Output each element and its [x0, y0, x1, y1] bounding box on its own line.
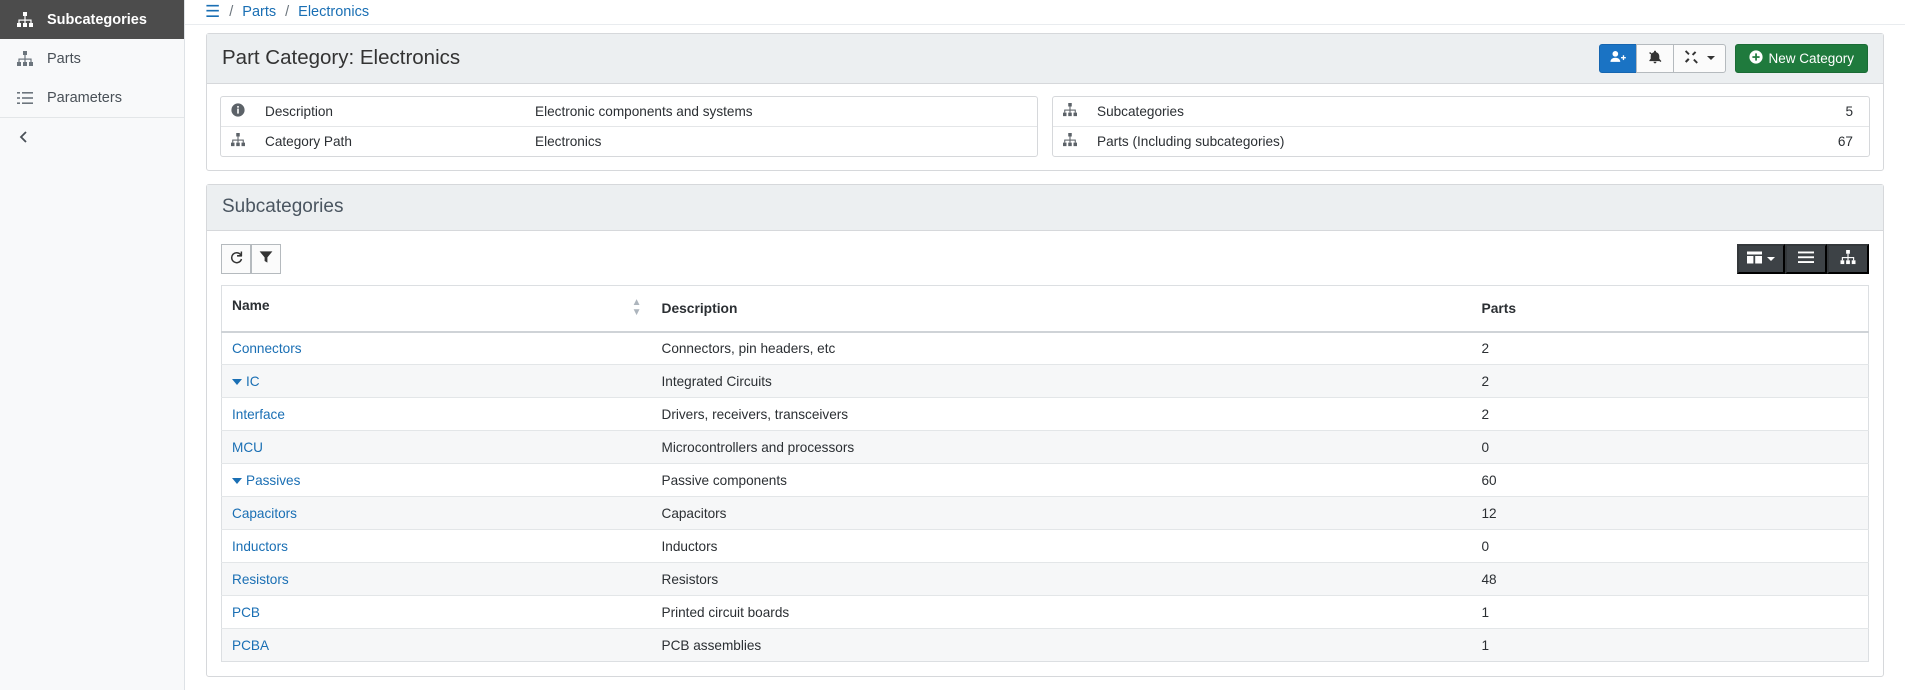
filter-button[interactable] — [251, 244, 281, 274]
table-row[interactable] — [222, 332, 1869, 365]
table-row[interactable] — [222, 464, 1869, 497]
row-name-cell — [222, 563, 652, 596]
list-view-button[interactable] — [1785, 244, 1827, 274]
parts-count-label: Parts (Including subcategories) — [1097, 133, 1285, 149]
main-area — [185, 0, 1905, 690]
chevron-down-icon — [1707, 56, 1715, 60]
subcategories-count-value: 5 — [1740, 97, 1869, 127]
plus-circle-icon — [1749, 50, 1763, 67]
row-description-cell: Capacitors — [652, 497, 1472, 530]
chevron-left-icon — [17, 130, 31, 147]
table-row[interactable] — [222, 365, 1869, 398]
row-parts-cell: 2 — [1472, 398, 1869, 431]
new-category-label: New Category — [1768, 50, 1854, 66]
breadcrumb — [185, 0, 1905, 25]
sitemap-icon — [1053, 97, 1087, 127]
category-details-card — [220, 96, 1038, 157]
page-title: Part Category: Electronics — [222, 46, 461, 69]
category-link-inductors[interactable]: Inductors — [232, 538, 288, 554]
sidebar-item-subcategories[interactable] — [0, 0, 184, 39]
category-link-connectors[interactable]: Connectors — [232, 340, 302, 356]
tree-view-icon — [1840, 250, 1856, 268]
row-description-cell: Microcontrollers and processors — [652, 431, 1472, 464]
category-link-resistors[interactable]: Resistors — [232, 571, 289, 587]
column-select-button[interactable] — [1737, 244, 1785, 274]
new-category-button[interactable] — [1735, 44, 1868, 73]
category-link-mcu[interactable]: MCU — [232, 439, 263, 455]
info-icon — [221, 97, 255, 127]
description-label: Description — [255, 97, 525, 127]
sitemap-icon — [16, 50, 33, 67]
breadcrumb-item-parts[interactable]: Parts — [242, 3, 277, 20]
column-header-name[interactable] — [222, 285, 652, 332]
category-link-passives[interactable]: Passives — [246, 472, 301, 488]
row-parts-cell: 0 — [1472, 530, 1869, 563]
assign-owner-button[interactable] — [1599, 44, 1637, 73]
description-value: Electronic components and systems — [525, 97, 1037, 127]
sidebar-item-label: Parts — [47, 50, 81, 67]
category-panel-header — [207, 34, 1883, 84]
category-link-capacitors[interactable]: Capacitors — [232, 505, 297, 521]
category-panel — [206, 33, 1884, 171]
sidebar-collapse-button[interactable] — [0, 117, 184, 159]
column-header-parts-label: Parts — [1481, 300, 1517, 316]
columns-icon — [1747, 251, 1762, 267]
breadcrumb-separator: / — [229, 3, 234, 20]
table-row — [221, 126, 1037, 156]
chevron-down-icon — [1767, 257, 1775, 261]
subcategories-panel — [206, 184, 1884, 678]
subcategories-title: Subcategories — [222, 196, 344, 217]
row-description-cell: Connectors, pin headers, etc — [652, 332, 1472, 365]
hamburger-icon[interactable]: ☰ — [205, 2, 221, 22]
subcategories-table-wrapper — [207, 285, 1883, 677]
table-row[interactable] — [222, 530, 1869, 563]
table-row[interactable] — [222, 497, 1869, 530]
funnel-icon — [259, 250, 273, 267]
subcategories-panel-header — [207, 185, 1883, 231]
column-header-description[interactable] — [652, 285, 1472, 332]
page-content — [185, 25, 1905, 690]
row-name-cell — [222, 497, 652, 530]
row-description-cell: Resistors — [652, 563, 1472, 596]
table-row[interactable] — [222, 629, 1869, 662]
row-name-cell — [222, 398, 652, 431]
table-row — [221, 97, 1037, 127]
row-name-cell — [222, 596, 652, 629]
breadcrumb-separator: / — [285, 3, 290, 20]
refresh-icon — [229, 250, 244, 268]
row-name-cell — [222, 629, 652, 662]
subcategories-count-label: Subcategories — [1087, 97, 1740, 127]
bell-slash-icon — [1647, 50, 1663, 67]
expand-toggle-icon[interactable] — [232, 379, 242, 385]
table-row — [1053, 97, 1869, 127]
table-row — [1053, 126, 1869, 156]
sitemap-icon — [221, 126, 255, 156]
sidebar — [0, 0, 185, 690]
list-view-icon — [1798, 251, 1814, 267]
sort-icon[interactable]: ▲ ▼ — [631, 296, 642, 318]
table-row[interactable] — [222, 398, 1869, 431]
category-info — [207, 84, 1883, 170]
sitemap-icon — [16, 11, 33, 28]
sidebar-item-parameters[interactable] — [0, 78, 184, 117]
table-left-tools — [221, 244, 281, 274]
category-link-pcb[interactable]: PCB — [232, 604, 260, 620]
wrench-icon — [1684, 50, 1699, 67]
parts-count-value: 67 — [1837, 133, 1853, 149]
row-name-cell — [222, 530, 652, 563]
row-name-cell — [222, 365, 652, 398]
row-parts-cell: 1 — [1472, 596, 1869, 629]
table-row[interactable] — [222, 596, 1869, 629]
row-name-cell — [222, 464, 652, 497]
column-header-parts[interactable] — [1472, 285, 1869, 332]
row-description-cell: Inductors — [652, 530, 1472, 563]
category-path-label: Category Path — [265, 133, 352, 149]
user-plus-icon — [1610, 50, 1626, 66]
category-link-ic[interactable]: IC — [246, 373, 260, 389]
tree-view-button[interactable] — [1827, 244, 1869, 274]
subcategories-table — [221, 285, 1869, 663]
sitemap-icon — [1053, 126, 1087, 156]
table-toolbar — [207, 231, 1883, 285]
row-parts-cell: 12 — [1472, 497, 1869, 530]
list-icon — [16, 89, 33, 106]
row-parts-cell: 2 — [1472, 332, 1869, 365]
table-row[interactable] — [222, 431, 1869, 464]
category-link-interface[interactable]: Interface — [232, 406, 285, 422]
sidebar-item-parts[interactable] — [0, 39, 184, 78]
row-parts-cell: 48 — [1472, 563, 1869, 596]
row-name-cell — [222, 431, 652, 464]
row-description-cell: Drivers, receivers, transceivers — [652, 398, 1472, 431]
row-parts-cell: 0 — [1472, 431, 1869, 464]
row-name-cell — [222, 332, 652, 365]
row-parts-cell: 1 — [1472, 629, 1869, 662]
row-parts-cell: 2 — [1472, 365, 1869, 398]
table-row[interactable] — [222, 563, 1869, 596]
row-description-cell: Printed circuit boards — [652, 596, 1472, 629]
table-right-tools — [1737, 244, 1869, 274]
row-description-cell: Integrated Circuits — [652, 365, 1472, 398]
refresh-button[interactable] — [221, 244, 251, 274]
breadcrumb-item-electronics[interactable]: Electronics — [298, 3, 370, 20]
sidebar-item-label: Parameters — [47, 89, 122, 106]
category-path-value: Electronics — [535, 133, 602, 149]
table-header-row — [222, 285, 1869, 332]
subcategories-table-body — [222, 332, 1869, 662]
category-link-pcba[interactable]: PCBA — [232, 637, 270, 653]
category-tools-dropdown[interactable] — [1673, 44, 1726, 73]
column-header-name-label: Name — [232, 297, 270, 313]
expand-toggle-icon[interactable] — [232, 478, 242, 484]
column-header-description-label: Description — [661, 300, 738, 316]
row-parts-cell: 60 — [1472, 464, 1869, 497]
category-counts-card — [1052, 96, 1870, 157]
sidebar-item-label: Subcategories — [47, 11, 147, 28]
header-actions — [1599, 44, 1868, 73]
row-description-cell: Passive components — [652, 464, 1472, 497]
action-button-group — [1599, 44, 1726, 73]
unsubscribe-button[interactable] — [1636, 44, 1674, 73]
row-description-cell: PCB assemblies — [652, 629, 1472, 662]
